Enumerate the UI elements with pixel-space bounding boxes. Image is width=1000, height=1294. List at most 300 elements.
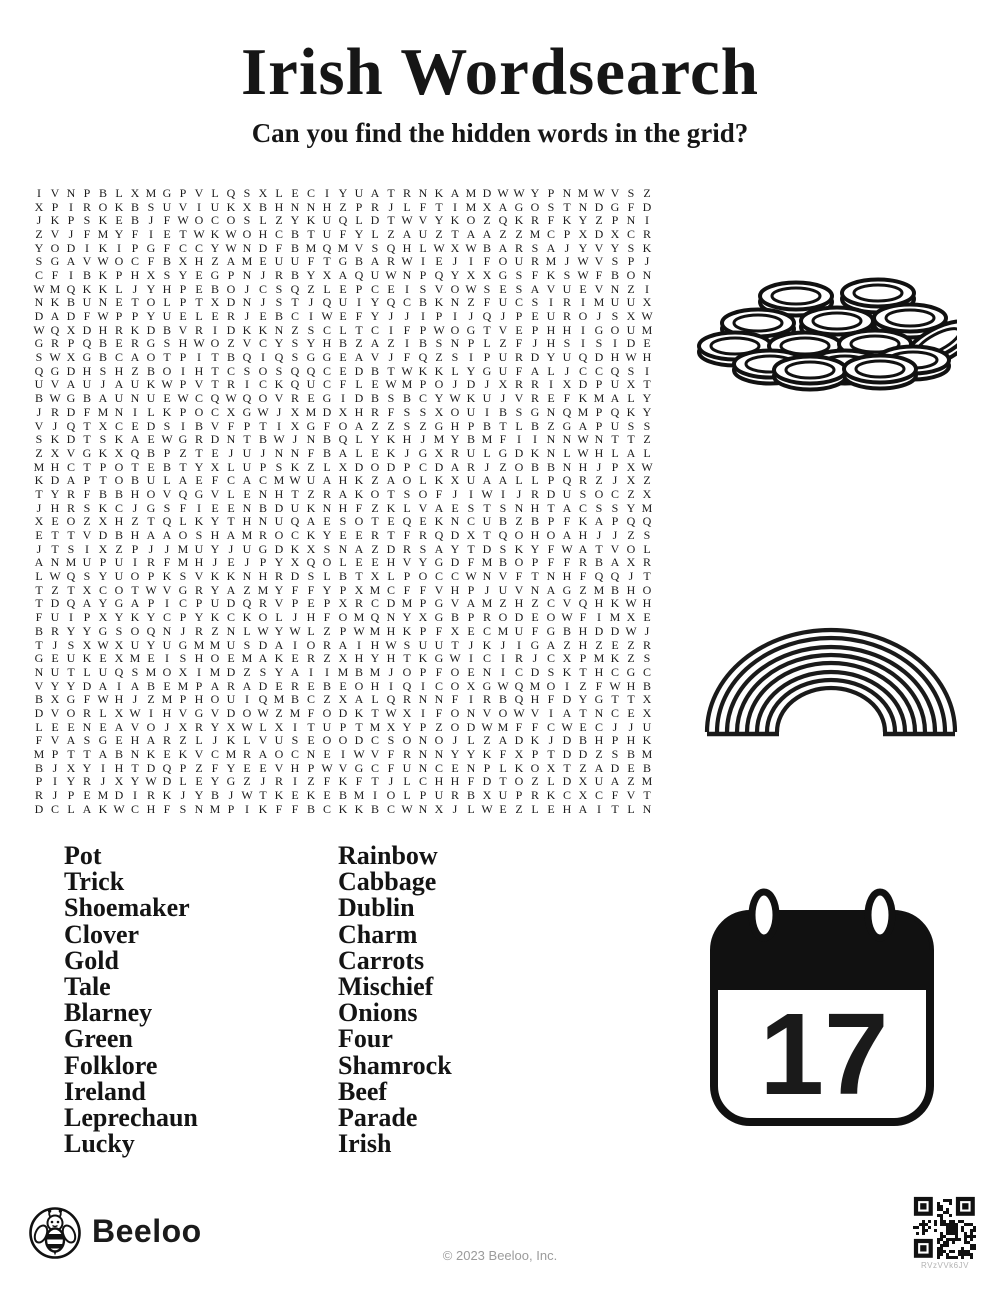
grid-letter: B: [258, 500, 267, 515]
grid-letter: L: [515, 473, 523, 488]
grid-letter: I: [581, 295, 585, 310]
grid-letter: Z: [35, 226, 43, 241]
grid-letter: V: [66, 445, 76, 460]
grid-letter: E: [115, 336, 123, 351]
grid-letter: J: [564, 254, 570, 269]
grid-letter: D: [226, 596, 236, 611]
grid-letter: Z: [483, 213, 491, 228]
grid-letter: T: [195, 445, 203, 460]
grid-letter: J: [644, 254, 650, 269]
grid-letter: W: [241, 788, 253, 803]
grid-row: [31, 692, 655, 706]
grid-letter: V: [178, 199, 188, 214]
grid-letter: M: [529, 226, 541, 241]
grid-letter: M: [337, 664, 349, 679]
grid-letter: D: [514, 610, 524, 625]
word-list-item: Gold: [64, 945, 119, 975]
grid-letter: I: [421, 705, 425, 720]
grid-letter: W: [449, 391, 461, 406]
grid-row: [31, 432, 655, 446]
grid-letter: A: [178, 473, 188, 488]
grid-letter: S: [403, 418, 411, 433]
grid-letter: M: [241, 651, 253, 666]
grid-letter: E: [163, 678, 171, 693]
grid-letter: C: [162, 610, 171, 625]
grid-letter: O: [530, 760, 540, 775]
grid-letter: Y: [50, 486, 60, 501]
grid-row: [31, 501, 655, 515]
grid-letter: L: [403, 774, 411, 789]
grid-letter: Z: [627, 528, 635, 543]
grid-letter: R: [226, 377, 235, 392]
grid-letter: P: [419, 664, 427, 679]
grid-letter: E: [227, 500, 235, 515]
grid-letter: X: [642, 486, 652, 501]
grid-letter: L: [323, 459, 331, 474]
grid-letter: U: [562, 281, 572, 296]
grid-letter: C: [194, 391, 203, 406]
grid-letter: U: [514, 623, 524, 638]
grid-letter: M: [209, 637, 221, 652]
grid-letter: Q: [594, 569, 604, 584]
grid-letter: R: [514, 377, 523, 392]
grid-letter: W: [145, 582, 157, 597]
word-list-item: Folklore: [64, 1050, 158, 1080]
grid-letter: E: [99, 651, 107, 666]
grid-letter: K: [274, 651, 284, 666]
grid-letter: V: [370, 350, 380, 365]
grid-letter: V: [194, 569, 204, 584]
grid-letter: G: [306, 350, 316, 365]
grid-letter: S: [627, 363, 635, 378]
grid-letter: U: [466, 445, 476, 460]
grid-letter: T: [35, 637, 43, 652]
grid-letter: O: [146, 719, 156, 734]
grid-letter: I: [213, 322, 217, 337]
grid-letter: I: [597, 610, 601, 625]
grid-letter: L: [179, 514, 187, 529]
grid-letter: O: [146, 486, 156, 501]
grid-letter: O: [274, 747, 284, 762]
word-list-item: Clover: [64, 919, 140, 949]
grid-letter: H: [578, 623, 588, 638]
grid-row: [31, 651, 655, 665]
grid-letter: V: [434, 281, 444, 296]
grid-letter: O: [418, 569, 428, 584]
grid-letter: N: [162, 623, 172, 638]
grid-letter: Y: [322, 528, 332, 543]
grid-letter: A: [594, 514, 604, 529]
grid-letter: L: [627, 391, 635, 406]
grid-letter: N: [306, 199, 316, 214]
grid-letter: F: [131, 226, 139, 241]
grid-letter: W: [401, 254, 413, 269]
grid-letter: E: [131, 418, 139, 433]
grid-letter: V: [418, 213, 428, 228]
grid-letter: A: [370, 185, 380, 200]
grid-letter: W: [625, 623, 637, 638]
grid-letter: Q: [290, 281, 300, 296]
grid-letter: I: [357, 295, 361, 310]
grid-letter: Y: [450, 747, 460, 762]
grid-letter: Y: [338, 185, 348, 200]
grid-letter: V: [402, 555, 412, 570]
grid-letter: J: [148, 213, 154, 228]
grid-letter: U: [498, 788, 508, 803]
grid-letter: U: [66, 651, 76, 666]
grid-letter: D: [594, 623, 604, 638]
grid-letter: G: [114, 596, 124, 611]
grid-letter: M: [641, 322, 653, 337]
grid-letter: R: [370, 199, 379, 214]
grid-letter: A: [130, 432, 140, 447]
grid-letter: E: [243, 760, 251, 775]
grid-letter: G: [354, 760, 364, 775]
grid-letter: Y: [290, 213, 300, 228]
grid-letter: S: [627, 240, 635, 255]
grid-letter: V: [434, 582, 444, 597]
grid-letter: Q: [290, 514, 300, 529]
grid-letter: P: [355, 199, 363, 214]
grid-letter: P: [483, 760, 491, 775]
grid-letter: W: [481, 801, 493, 816]
grid-row: [31, 419, 655, 433]
grid-letter: L: [67, 801, 75, 816]
grid-letter: T: [435, 199, 443, 214]
grid-letter: X: [226, 719, 236, 734]
grid-letter: U: [418, 226, 428, 241]
grid-letter: B: [290, 240, 299, 255]
grid-letter: E: [35, 528, 43, 543]
grid-letter: X: [290, 418, 300, 433]
grid-letter: L: [115, 281, 123, 296]
grid-letter: A: [338, 445, 348, 460]
grid-letter: X: [642, 295, 652, 310]
grid-letter: C: [434, 678, 443, 693]
grid-letter: U: [482, 514, 492, 529]
grid-letter: X: [626, 309, 636, 324]
grid-letter: K: [210, 226, 220, 241]
grid-letter: N: [450, 514, 460, 529]
grid-letter: B: [322, 445, 331, 460]
grid-letter: R: [322, 486, 331, 501]
grid-letter: A: [146, 733, 156, 748]
grid-letter: T: [131, 295, 139, 310]
grid-letter: J: [244, 281, 250, 296]
grid-letter: O: [306, 637, 316, 652]
grid-letter: M: [177, 555, 189, 570]
grid-letter: L: [355, 377, 363, 392]
grid-letter: X: [626, 610, 636, 625]
grid-letter: U: [114, 391, 124, 406]
grid-letter: V: [34, 678, 44, 693]
grid-letter: B: [194, 418, 203, 433]
grid-letter: J: [596, 459, 602, 474]
grid-letter: Y: [210, 240, 220, 255]
grid-letter: B: [578, 733, 587, 748]
grid-letter: F: [355, 774, 363, 789]
grid-letter: B: [98, 350, 107, 365]
grid-row: [31, 706, 655, 720]
grid-letter: Y: [306, 267, 316, 282]
grid-letter: R: [514, 350, 523, 365]
grid-letter: U: [354, 185, 364, 200]
grid-letter: K: [130, 322, 140, 337]
grid-letter: T: [451, 226, 459, 241]
grid-letter: W: [449, 651, 461, 666]
grid-letter: Y: [210, 582, 220, 597]
grid-letter: B: [562, 623, 571, 638]
grid-letter: T: [547, 747, 555, 762]
grid-letter: F: [419, 582, 427, 597]
grid-letter: O: [402, 664, 412, 679]
grid-letter: S: [291, 733, 299, 748]
grid-letter: D: [386, 596, 396, 611]
grid-letter: G: [50, 363, 60, 378]
grid-letter: L: [179, 774, 187, 789]
grid-letter: H: [274, 199, 284, 214]
grid-letter: W: [561, 541, 573, 556]
word-list-column-2: [338, 843, 452, 1157]
grid-letter: T: [355, 719, 363, 734]
grid-letter: T: [387, 363, 395, 378]
grid-letter: D: [562, 692, 572, 707]
grid-letter: S: [275, 363, 283, 378]
grid-letter: O: [242, 226, 252, 241]
grid-letter: C: [610, 705, 619, 720]
grid-letter: N: [242, 267, 252, 282]
grid-letter: Q: [642, 514, 652, 529]
grid-letter: G: [434, 555, 444, 570]
grid-letter: D: [146, 760, 156, 775]
grid-letter: G: [322, 350, 332, 365]
grid-letter: U: [162, 637, 172, 652]
grid-letter: T: [627, 432, 635, 447]
grid-letter: E: [147, 651, 155, 666]
grid-letter: P: [131, 309, 139, 324]
grid-letter: I: [469, 486, 473, 501]
grid-letter: O: [130, 569, 140, 584]
grid-letter: O: [50, 240, 60, 255]
grid-letter: S: [531, 295, 539, 310]
grid-letter: T: [627, 692, 635, 707]
grid-letter: S: [563, 336, 571, 351]
grid-letter: T: [499, 418, 507, 433]
grid-letter: Y: [370, 309, 380, 324]
grid-letter: P: [179, 610, 187, 625]
grid-letter: R: [242, 747, 251, 762]
grid-letter: A: [146, 528, 156, 543]
grid-letter: O: [450, 678, 460, 693]
grid-letter: S: [387, 391, 395, 406]
grid-letter: A: [98, 747, 108, 762]
grid-letter: Y: [210, 719, 220, 734]
grid-letter: Y: [450, 432, 460, 447]
grid-letter: W: [321, 309, 333, 324]
grid-letter: T: [307, 719, 315, 734]
grid-letter: J: [228, 541, 234, 556]
grid-letter: E: [643, 336, 651, 351]
grid-letter: I: [133, 555, 137, 570]
grid-letter: R: [258, 528, 267, 543]
grid-letter: T: [131, 582, 139, 597]
grid-letter: J: [100, 774, 106, 789]
grid-letter: T: [67, 582, 75, 597]
grid-letter: N: [274, 445, 284, 460]
grid-letter: N: [594, 432, 604, 447]
grid-letter: X: [146, 267, 156, 282]
grid-letter: P: [227, 801, 235, 816]
grid-letter: I: [165, 651, 169, 666]
grid-row: [31, 460, 655, 474]
grid-letter: Q: [210, 391, 220, 406]
grid-letter: T: [371, 514, 379, 529]
grid-letter: V: [178, 322, 188, 337]
grid-letter: P: [227, 267, 235, 282]
grid-letter: P: [83, 610, 91, 625]
grid-letter: G: [178, 432, 188, 447]
grid-letter: H: [114, 514, 124, 529]
grid-letter: T: [371, 705, 379, 720]
grid-letter: D: [338, 705, 348, 720]
grid-letter: A: [130, 596, 140, 611]
grid-letter: K: [114, 199, 124, 214]
grid-letter: K: [162, 788, 172, 803]
grid-letter: F: [83, 692, 91, 707]
grid-letter: F: [595, 678, 603, 693]
grid-letter: V: [50, 185, 60, 200]
grid-letter: J: [148, 541, 154, 556]
grid-letter: D: [226, 295, 236, 310]
grid-letter: M: [481, 432, 493, 447]
grid-letter: P: [67, 213, 75, 228]
grid-letter: A: [386, 473, 396, 488]
grid-letter: D: [66, 363, 76, 378]
grid-letter: O: [258, 363, 268, 378]
grid-letter: V: [594, 240, 604, 255]
grid-letter: I: [101, 760, 105, 775]
grid-letter: K: [514, 213, 524, 228]
grid-letter: B: [322, 432, 331, 447]
grid-letter: H: [402, 240, 412, 255]
grid-letter: D: [34, 801, 44, 816]
grid-letter: Q: [242, 596, 252, 611]
grid-letter: M: [401, 596, 413, 611]
grid-letter: H: [322, 199, 332, 214]
grid-letter: Q: [306, 555, 316, 570]
grid-letter: H: [194, 692, 204, 707]
grid-letter: A: [610, 555, 620, 570]
grid-letter: H: [338, 500, 348, 515]
grid-letter: L: [403, 500, 411, 515]
grid-letter: G: [626, 664, 636, 679]
grid-letter: S: [387, 733, 395, 748]
grid-letter: R: [130, 336, 139, 351]
grid-letter: H: [562, 801, 572, 816]
grid-letter: G: [178, 582, 188, 597]
grid-letter: C: [34, 267, 43, 282]
grid-letter: A: [82, 596, 92, 611]
grid-letter: A: [450, 185, 460, 200]
grid-letter: Z: [339, 199, 347, 214]
grid-row: [31, 556, 655, 570]
grid-letter: W: [385, 637, 397, 652]
grid-letter: K: [242, 610, 252, 625]
grid-letter: Y: [114, 226, 124, 241]
grid-letter: S: [467, 500, 475, 515]
grid-letter: J: [212, 555, 218, 570]
grid-letter: X: [402, 705, 412, 720]
grid-letter: N: [418, 733, 428, 748]
grid-letter: X: [50, 692, 60, 707]
grid-letter: R: [290, 391, 299, 406]
grid-letter: P: [147, 596, 155, 611]
grid-letter: P: [419, 623, 427, 638]
grid-letter: U: [290, 500, 300, 515]
grid-letter: L: [403, 788, 411, 803]
grid-letter: S: [499, 541, 507, 556]
grid-letter: J: [612, 719, 618, 734]
grid-letter: K: [274, 377, 284, 392]
grid-letter: S: [243, 363, 251, 378]
grid-letter: I: [341, 747, 345, 762]
grid-letter: Q: [386, 295, 396, 310]
grid-letter: J: [564, 240, 570, 255]
grid-letter: S: [83, 733, 91, 748]
grid-letter: G: [98, 623, 108, 638]
grid-letter: D: [514, 733, 524, 748]
grid-letter: U: [114, 555, 124, 570]
grid-letter: X: [626, 459, 636, 474]
grid-letter: L: [275, 610, 283, 625]
grid-letter: H: [274, 486, 284, 501]
grid-letter: J: [452, 486, 458, 501]
grid-letter: N: [594, 705, 604, 720]
grid-letter: T: [611, 432, 619, 447]
grid-letter: V: [514, 582, 524, 597]
grid-letter: N: [274, 322, 284, 337]
grid-letter: X: [562, 377, 572, 392]
grid-letter: S: [643, 528, 651, 543]
grid-letter: U: [322, 719, 332, 734]
grid-letter: O: [594, 486, 604, 501]
grid-letter: A: [34, 555, 44, 570]
grid-letter: J: [180, 623, 186, 638]
grid-letter: C: [546, 651, 555, 666]
grid-letter: Q: [162, 514, 172, 529]
grid-letter: R: [146, 555, 155, 570]
grid-letter: R: [194, 623, 203, 638]
grid-letter: Z: [371, 473, 379, 488]
grid-letter: W: [225, 391, 237, 406]
grid-letter: E: [339, 678, 347, 693]
grid-letter: W: [577, 432, 589, 447]
grid-letter: M: [241, 254, 253, 269]
grid-letter: Q: [290, 363, 300, 378]
grid-letter: P: [515, 788, 523, 803]
grid-letter: V: [546, 281, 556, 296]
grid-letter: R: [34, 788, 43, 803]
grid-letter: K: [434, 514, 444, 529]
grid-row: [31, 268, 655, 282]
grid-letter: E: [83, 788, 91, 803]
grid-letter: K: [434, 363, 444, 378]
grid-letter: C: [418, 459, 427, 474]
grid-letter: J: [164, 541, 170, 556]
grid-letter: J: [484, 377, 490, 392]
grid-letter: N: [434, 692, 444, 707]
grid-letter: W: [385, 705, 397, 720]
